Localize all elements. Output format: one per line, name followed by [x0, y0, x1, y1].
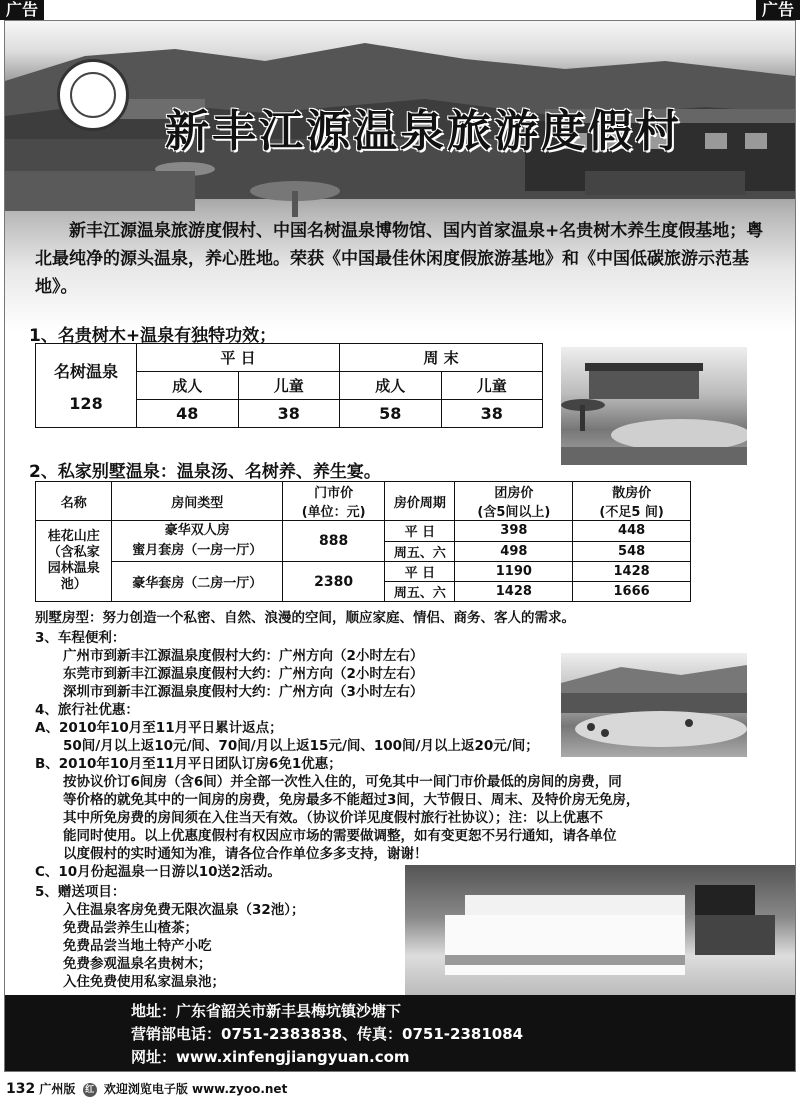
- t2-header: 房间类型: [112, 482, 283, 521]
- offer-a: A、2010年10月至11月平日累计返点；: [35, 720, 283, 736]
- t1-child: 儿童: [441, 372, 543, 400]
- t1-price: 48: [137, 400, 239, 428]
- contact-footer: [5, 995, 795, 1071]
- t2-period: 平 日: [385, 521, 455, 542]
- section5: [35, 883, 305, 991]
- villa-note: 别墅房型：努力创造一个私密、自然、浪漫的空间，顺应家庭、情侣、商务、客人的需求。: [35, 610, 575, 626]
- phone: 营销部电话：0751-2383838、传真：0751-2381084: [131, 1025, 524, 1043]
- section2-heading: 2、私家别墅温泉：温泉汤、名树养、养生宴。: [29, 462, 381, 482]
- t1-row-label: 名树温泉: [53, 361, 118, 381]
- t2-period: 周五、六: [385, 582, 455, 602]
- gift-item: 入住免费使用私家温泉池；: [63, 974, 225, 990]
- t1-adult: 成人: [137, 372, 239, 400]
- route-line: 深圳市到新丰江源温泉度假村大约：广州方向（3小时左右）: [63, 684, 424, 700]
- t2-header: 散房价 (不足5 间): [573, 482, 691, 521]
- offer-b-line: 能同时使用。以上优惠度假村有权因应市场的需要做调整，如有变更恕不另行通知，请各单位: [63, 828, 617, 844]
- section4-heading: 4、旅行社优惠：: [35, 702, 139, 718]
- t2-villa-name: 桂花山庄（含私家园林温泉池）: [36, 521, 112, 602]
- gift-item: 入住温泉客房免费无限次温泉（32池）；: [63, 902, 305, 918]
- address: 地址：广东省韶关市新丰县梅坑镇沙塘下: [131, 1002, 402, 1020]
- hotel-room-photo: [405, 865, 795, 995]
- edition-badge-icon: 红: [83, 1083, 97, 1097]
- offer-c: C、10月份起温泉一日游以10送2活动。: [35, 864, 281, 880]
- section1-heading: 1、名贵树木+温泉有独特功效；: [29, 326, 277, 346]
- t2-single-price: 1428: [573, 562, 691, 582]
- section5-heading: 5、赠送项目：: [35, 884, 126, 900]
- ad-tag-left: 广告: [0, 0, 44, 20]
- t1-child: 儿童: [238, 372, 340, 400]
- offer-b: B、2010年10月至11月平日团队订房6免1优惠；: [35, 756, 342, 772]
- gift-item: 免费品尝当地土特产小吃: [63, 938, 212, 954]
- t1-adult: 成人: [340, 372, 442, 400]
- t2-group-price: 1190: [455, 562, 573, 582]
- page-number: 132: [6, 1081, 36, 1097]
- offer-b-line: 以度假村的实时通知为准，请各位合作单位多多支持，谢谢！: [63, 846, 428, 862]
- page-title: 新丰江源温泉旅游度假村: [165, 106, 682, 157]
- offer-a-detail: 50间/月以上返10元/间、70间/月以上返15元/间、100间/月以上返20元/间；: [63, 738, 539, 754]
- route-line: 广州市到新丰江源温泉度假村大约：广州方向（2小时左右）: [63, 648, 424, 664]
- resort-logo: [57, 59, 129, 131]
- t2-header: 门市价 (单位：元): [283, 482, 385, 521]
- offer-b-line: 等价格的就免其中的一间房的房费，免房最多不能超过3间，大节假日、周末、及特价房无免房，: [63, 792, 640, 808]
- section3-heading: 3、车程便利：: [35, 630, 126, 646]
- t2-single-price: 548: [573, 541, 691, 562]
- t2-single-price: 1666: [573, 582, 691, 602]
- gift-item: 免费品尝养生山楂茶；: [63, 920, 198, 936]
- t2-room-type: 豪华双人房 蜜月套房（一房一厅）: [112, 521, 283, 562]
- t1-weekend: 周 末: [340, 344, 543, 372]
- offer-b-line: 按协议价订6间房（含6间）并全部一次性入住的，可免其中一间门市价最低的房间的房费，同: [63, 774, 622, 790]
- t1-price: 38: [441, 400, 543, 428]
- t1-price: 58: [340, 400, 442, 428]
- t2-header: 房价周期: [385, 482, 455, 521]
- t2-header: 名称: [36, 482, 112, 521]
- t2-period: 周五、六: [385, 541, 455, 562]
- t2-period: 平 日: [385, 562, 455, 582]
- t2-single-price: 448: [573, 521, 691, 542]
- outdoor-pool-photo: [561, 347, 747, 465]
- route-line: 东莞市到新丰江源温泉度假村大约：广州方向（2小时左右）: [63, 666, 424, 682]
- edition: 广州版: [39, 1082, 76, 1096]
- t2-group-price: 1428: [455, 582, 573, 602]
- t1-row-price: 128: [69, 393, 103, 413]
- promo-text: 欢迎浏览电子版 www.zyoo.net: [103, 1082, 288, 1096]
- t2-group-price: 498: [455, 541, 573, 562]
- t2-rack-price: 2380: [283, 562, 385, 602]
- offer-b-line: 其中所免房费的房间须在入住当天有效。（协议价详见度假村旅行社协议）；注：以上优惠不: [63, 810, 603, 826]
- gift-item: 免费参观温泉名贵树木；: [63, 956, 212, 972]
- t1-weekday: 平 日: [137, 344, 340, 372]
- villa-price-table: [35, 481, 691, 602]
- t2-header: 团房价 (含5间以上): [455, 482, 573, 521]
- hot-spring-price-table: [35, 343, 543, 428]
- t1-price: 38: [238, 400, 340, 428]
- website: 网址：www.xinfengjiangyuan.com: [131, 1048, 410, 1066]
- ad-tag-right: 广告: [756, 0, 800, 20]
- advertisement: [4, 20, 796, 1072]
- t2-rack-price: 888: [283, 521, 385, 562]
- page-footer: [6, 1080, 287, 1097]
- intro-paragraph: 新丰江源温泉旅游度假村、中国名树温泉博物馆、国内首家温泉+名贵树木养生度假基地；粤北最纯净的源头温泉，养心胜地。荣获《中国最佳休闲度假旅游基地》和《中国低碳旅游示范基地》。: [35, 221, 764, 297]
- t1-label-cell: [36, 344, 137, 428]
- t2-room-type: 豪华套房（二房一厅）: [112, 562, 283, 602]
- t2-group-price: 398: [455, 521, 573, 542]
- section3: [35, 629, 639, 881]
